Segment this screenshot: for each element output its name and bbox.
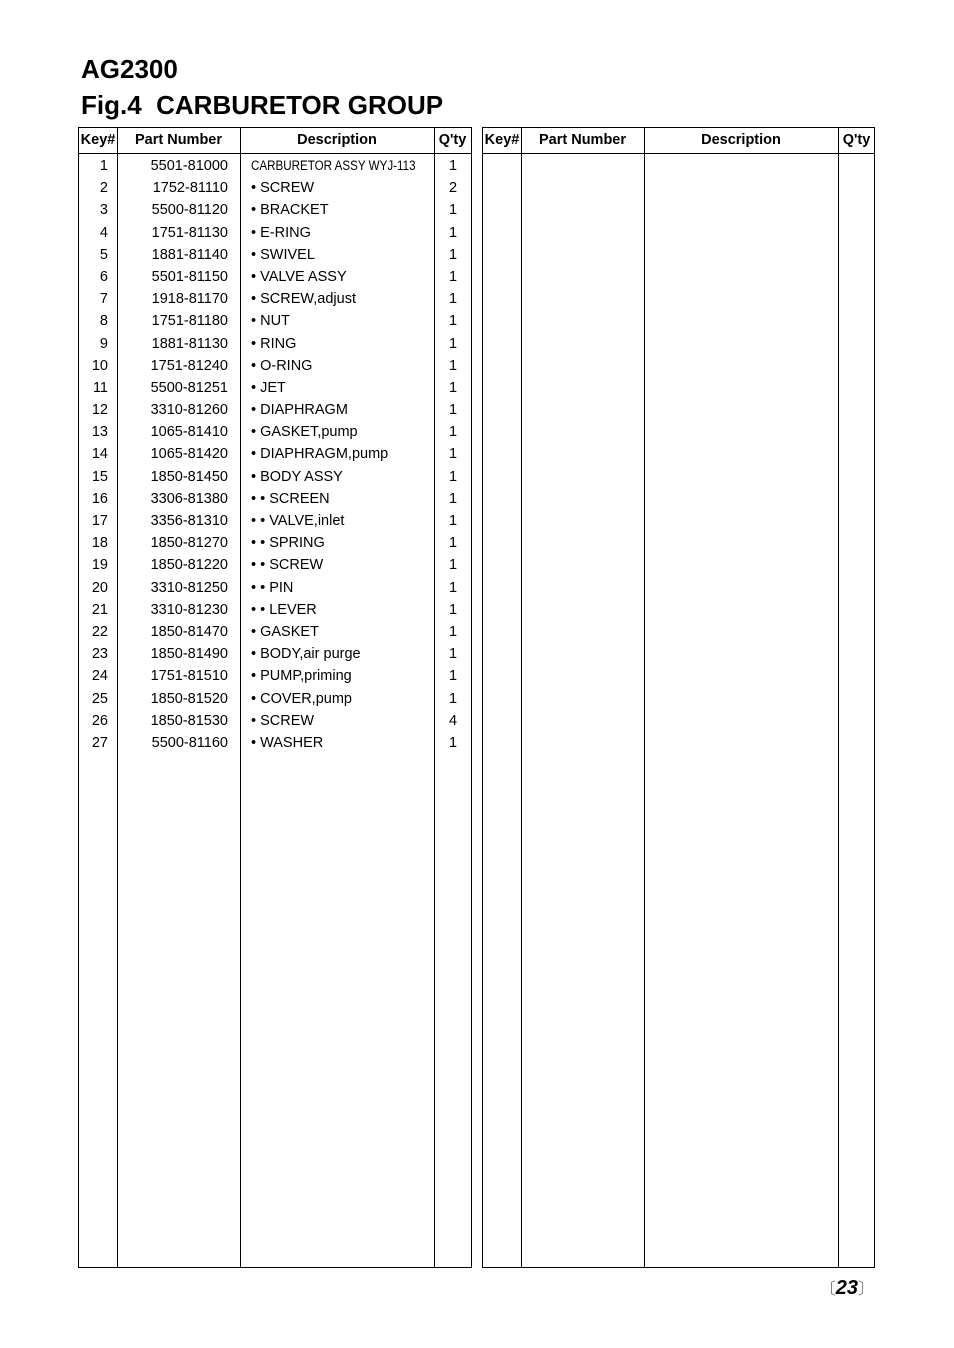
qty-cell: 1: [448, 734, 458, 751]
qty-cell: 1: [448, 313, 458, 330]
key-cell: 24: [91, 668, 108, 685]
table-row: [79, 510, 471, 532]
key-cell: 12: [91, 402, 108, 419]
model-title: AG2300: [81, 54, 178, 84]
table-row: [79, 688, 471, 710]
description-cell: • BRACKET: [251, 202, 329, 219]
description-cell: • SCREW: [251, 712, 315, 729]
part-number-cell: 1850-81470: [150, 623, 228, 640]
description-cell: • SWIVEL: [251, 246, 315, 263]
part-number-cell: 5500-81160: [151, 734, 228, 751]
header-qty: Q'ty: [842, 132, 871, 148]
qty-cell: 1: [448, 535, 458, 552]
part-number-cell: 1752-81110: [152, 180, 228, 197]
table-row: [79, 488, 471, 510]
qty-cell: 1: [448, 224, 458, 241]
figure-title: [81, 90, 443, 120]
qty-cell: 1: [448, 379, 458, 396]
qty-cell: 1: [448, 513, 458, 529]
table-row: [79, 621, 471, 643]
key-cell: 16: [91, 490, 108, 507]
description-cell: • NUT: [251, 313, 290, 330]
table-row: [79, 177, 471, 199]
part-number-cell: 1751-81240: [150, 357, 228, 374]
table-row: [79, 466, 471, 488]
description-cell: • DIAPHRAGM: [251, 402, 348, 419]
header-qty: Q'ty: [438, 132, 467, 148]
description-cell: • PUMP,priming: [251, 668, 352, 685]
description-cell: • BODY,air purge: [251, 646, 361, 663]
table-row: [79, 355, 471, 377]
group-name: CARBURETOR GROUP: [156, 90, 444, 120]
key-cell: 18: [91, 535, 108, 552]
part-number-cell: 5501-81000: [150, 158, 228, 174]
description-cell: • • SCREW: [251, 557, 324, 574]
part-number-cell: 1881-81140: [151, 246, 228, 263]
description-cell: • • SCREEN: [251, 490, 330, 507]
description-cell: • BODY ASSY: [251, 468, 343, 485]
part-number-cell: 1751-81180: [151, 313, 228, 330]
qty-cell: 1: [448, 268, 458, 285]
key-cell: 21: [91, 601, 108, 618]
part-number-cell: 1065-81410: [150, 424, 228, 441]
table-row: [79, 643, 471, 665]
page-bracket-open: 〔: [819, 1281, 836, 1298]
table-row: [79, 421, 471, 443]
qty-cell: 1: [448, 335, 458, 352]
table-row: [79, 710, 471, 732]
key-cell: 6: [99, 268, 108, 285]
qty-cell: 1: [448, 424, 458, 441]
key-cell: 23: [91, 646, 108, 663]
key-cell: 10: [91, 357, 108, 374]
description-cell: • SCREW: [251, 180, 315, 197]
table-row: [79, 665, 471, 687]
key-cell: 4: [99, 224, 108, 241]
header-part-number: Part Number: [538, 132, 627, 148]
key-cell: 14: [91, 446, 108, 463]
table-row: [79, 577, 471, 599]
part-number-cell: 1850-81530: [150, 712, 228, 729]
key-cell: 17: [91, 513, 108, 529]
table-row: [79, 333, 471, 355]
description-cell: CARBURETOR ASSY WYJ-113: [251, 158, 416, 173]
qty-cell: 1: [448, 291, 458, 308]
part-number-cell: 1850-81270: [150, 535, 228, 552]
page-bracket-close: 〕: [857, 1281, 874, 1298]
table-row: [79, 288, 471, 310]
part-number-cell: 1918-81170: [151, 291, 228, 308]
qty-cell: 1: [448, 690, 458, 707]
table-row: [79, 377, 471, 399]
page-number-value: 23: [835, 1277, 858, 1299]
description-cell: • E-RING: [251, 224, 311, 241]
qty-cell: 1: [448, 646, 458, 663]
key-cell: 19: [91, 557, 108, 574]
part-number-cell: 1850-81520: [150, 690, 228, 707]
key-cell: 20: [91, 579, 108, 596]
description-cell: • SCREW,adjust: [251, 291, 356, 308]
part-number-cell: 1751-81130: [151, 224, 228, 241]
description-cell: • • LEVER: [251, 601, 317, 618]
part-number-cell: 3310-81260: [150, 402, 228, 419]
part-number-cell: 1881-81130: [151, 335, 228, 352]
header-key: Key#: [484, 132, 520, 148]
key-cell: 25: [91, 690, 108, 707]
part-number-cell: 1850-81450: [150, 468, 228, 485]
description-cell: • O-RING: [251, 357, 313, 374]
part-number-cell: 3310-81250: [150, 579, 228, 596]
table-row: [79, 266, 471, 288]
key-cell: 27: [91, 734, 108, 751]
table-row: [79, 443, 471, 465]
qty-cell: 1: [448, 202, 458, 219]
qty-cell: 1: [448, 623, 458, 640]
qty-cell: 1: [448, 357, 458, 374]
description-cell: • RING: [251, 335, 297, 352]
key-cell: 26: [91, 712, 108, 729]
part-number-cell: 3306-81380: [150, 490, 228, 507]
description-cell: • JET: [251, 379, 286, 396]
part-number-cell: 1850-81220: [150, 557, 228, 574]
parts-rows: [79, 155, 471, 754]
key-cell: 5: [99, 246, 108, 263]
figure-number: Fig.4: [81, 90, 142, 120]
description-cell: • GASKET: [251, 623, 319, 640]
qty-cell: 1: [448, 246, 458, 263]
description-cell: • VALVE ASSY: [251, 268, 347, 285]
key-cell: 2: [99, 180, 108, 197]
description-cell: • • SPRING: [251, 535, 325, 552]
header-description: Description: [701, 132, 781, 148]
key-cell: 7: [99, 291, 108, 308]
description-cell: • • PIN: [251, 579, 294, 596]
header-description: Description: [297, 132, 377, 148]
qty-cell: 1: [448, 668, 458, 685]
description-cell: • DIAPHRAGM,pump: [251, 446, 389, 463]
parts-table-right: [482, 127, 875, 1268]
description-cell: • • VALVE,inlet: [251, 513, 345, 529]
key-cell: 3: [99, 202, 108, 219]
table-row: [79, 532, 471, 554]
table-row: [79, 599, 471, 621]
qty-cell: 1: [448, 402, 458, 419]
description-cell: • COVER,pump: [251, 690, 352, 707]
parts-table-left: [78, 127, 472, 1268]
part-number-cell: 1850-81490: [150, 646, 228, 663]
key-cell: 22: [91, 623, 108, 640]
part-number-cell: 5500-81120: [151, 202, 228, 219]
part-number-cell: 1065-81420: [150, 446, 228, 463]
key-cell: 8: [99, 313, 108, 330]
header-key: Key#: [80, 132, 116, 148]
part-number-cell: 5501-81150: [151, 268, 228, 285]
qty-cell: 1: [448, 158, 458, 174]
qty-cell: 2: [448, 180, 458, 197]
description-cell: • GASKET,pump: [251, 424, 358, 441]
table-row: [79, 222, 471, 244]
table-row: [79, 399, 471, 421]
table-row: [79, 554, 471, 576]
qty-cell: 1: [448, 446, 458, 463]
qty-cell: 1: [448, 490, 458, 507]
qty-cell: 4: [448, 712, 458, 729]
part-number-cell: 3356-81310: [150, 513, 228, 529]
description-cell: • WASHER: [251, 734, 324, 751]
table-row: [79, 199, 471, 221]
part-number-cell: 3310-81230: [150, 601, 228, 618]
key-cell: 1: [99, 158, 108, 174]
part-number-cell: 5500-81251: [150, 379, 228, 396]
key-cell: 11: [92, 379, 108, 396]
page-number: [820, 1276, 874, 1300]
table-row: [79, 155, 471, 177]
table-row: [79, 310, 471, 332]
qty-cell: 1: [448, 557, 458, 574]
key-cell: 15: [91, 468, 108, 485]
table-row: [79, 244, 471, 266]
key-cell: 13: [91, 424, 108, 441]
table-row: [79, 732, 471, 754]
part-number-cell: 1751-81510: [150, 668, 228, 685]
header-part-number: Part Number: [134, 132, 223, 148]
key-cell: 9: [99, 335, 108, 352]
qty-cell: 1: [448, 468, 458, 485]
qty-cell: 1: [448, 579, 458, 596]
qty-cell: 1: [448, 601, 458, 618]
